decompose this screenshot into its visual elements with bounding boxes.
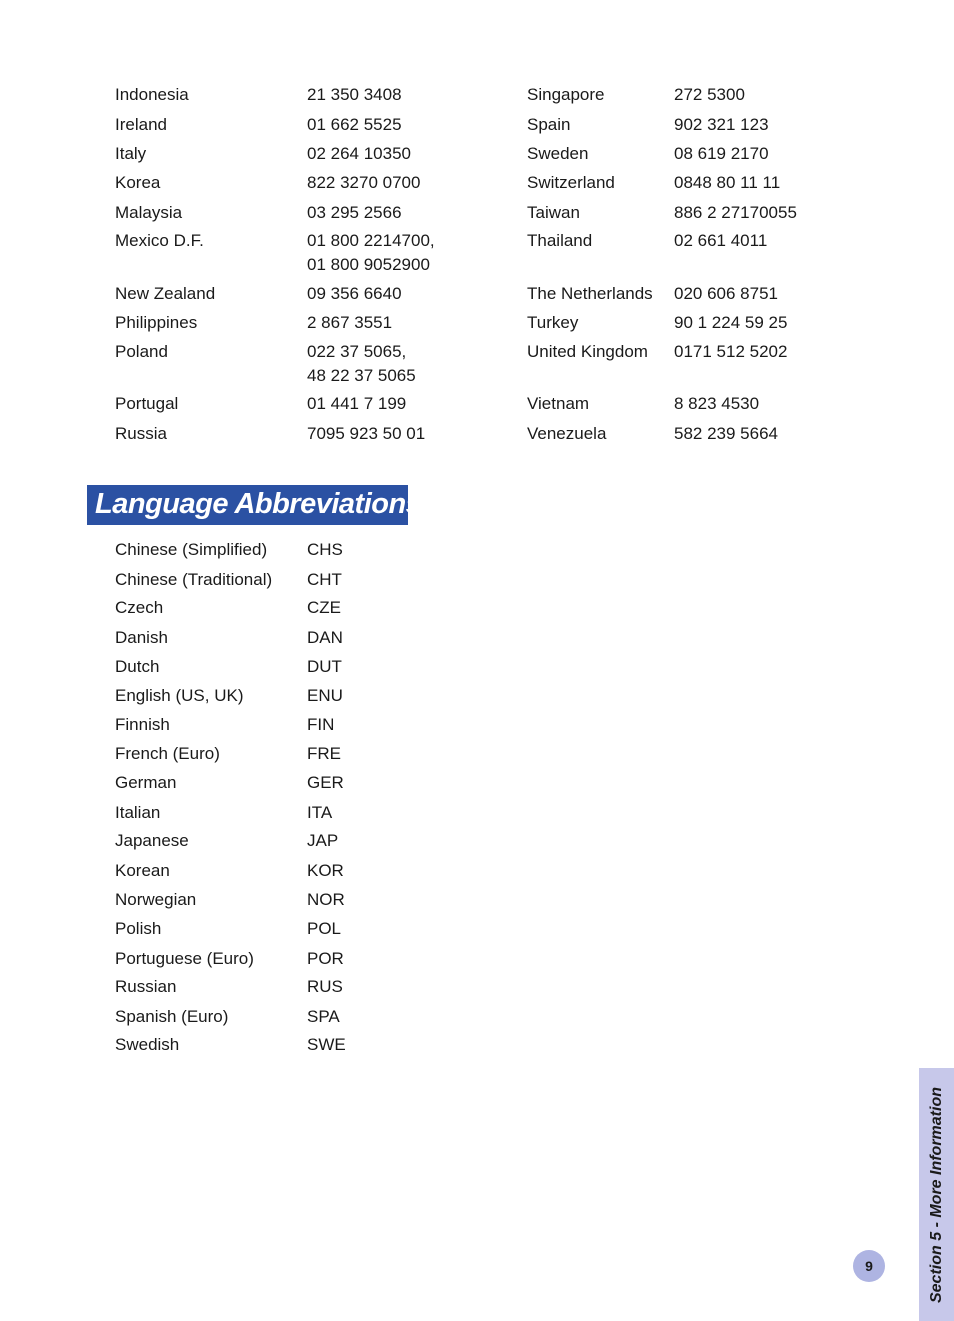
language-code: SPA <box>307 1007 340 1026</box>
language-name: Danish <box>115 628 168 647</box>
phone-number: 8 823 4530 <box>674 394 760 413</box>
phone-number: 02 661 4011 <box>674 231 768 250</box>
country-name: Italy <box>115 144 147 163</box>
phone-number <box>307 229 435 277</box>
phone-number: 886 2 27170055 <box>674 203 797 222</box>
phone-number: 272 5300 <box>674 85 745 104</box>
phone-number: 2 867 3551 <box>307 313 393 332</box>
language-name: Czech <box>115 598 164 617</box>
phone-number: 08 619 2170 <box>674 144 769 163</box>
phone-line-1: 01 800 2214700, <box>307 231 435 250</box>
language-code: GER <box>307 773 344 792</box>
phone-number: 902 321 123 <box>674 115 769 134</box>
phone-number: 7095 923 50 01 <box>307 424 426 443</box>
phone-number: 822 3270 0700 <box>307 173 421 192</box>
phone-line-2: 48 22 37 5065 <box>307 366 416 385</box>
country-name: Switzerland <box>527 173 615 192</box>
country-name: Turkey <box>527 313 579 332</box>
language-code: CHS <box>307 540 343 559</box>
country-name: United Kingdom <box>527 342 648 361</box>
language-code: FIN <box>307 715 335 734</box>
country-name: Russia <box>115 424 167 443</box>
language-name: Polish <box>115 919 162 938</box>
phone-number <box>307 340 416 388</box>
section-side-tab <box>919 1068 954 1321</box>
language-code: JAP <box>307 831 339 850</box>
country-name: Malaysia <box>115 203 183 222</box>
language-code: SWE <box>307 1035 346 1054</box>
section-heading: Language Abbreviations <box>95 488 422 520</box>
phone-number: 0848 80 11 11 <box>674 173 781 192</box>
country-name: Portugal <box>115 394 179 413</box>
language-code: ITA <box>307 803 333 822</box>
country-name: Philippines <box>115 313 198 332</box>
phone-line-2: 01 800 9052900 <box>307 255 430 274</box>
phone-number: 01 441 7 199 <box>307 394 407 413</box>
language-code: POR <box>307 949 344 968</box>
phone-line-1: 022 37 5065, <box>307 342 407 361</box>
phone-number: 09 356 6640 <box>307 284 402 303</box>
country-name: The Netherlands <box>527 284 653 303</box>
language-name: English (US, UK) <box>115 686 244 705</box>
language-code: RUS <box>307 977 343 996</box>
language-name: Italian <box>115 803 161 822</box>
country-name: Korea <box>115 173 161 192</box>
language-name: Norwegian <box>115 890 197 909</box>
language-name: Japanese <box>115 831 189 850</box>
country-name: Indonesia <box>115 85 189 104</box>
language-name: Portuguese (Euro) <box>115 949 254 968</box>
section-label: Section 5 - More Information <box>927 1086 945 1303</box>
country-name: Venezuela <box>527 424 607 443</box>
phone-number: 02 264 10350 <box>307 144 411 163</box>
country-name: Thailand <box>527 231 593 250</box>
phone-number: 0171 512 5202 <box>674 342 788 361</box>
language-code: CZE <box>307 598 341 617</box>
country-name: Spain <box>527 115 571 134</box>
language-code: DUT <box>307 657 342 676</box>
language-name: German <box>115 773 177 792</box>
language-code: DAN <box>307 628 343 647</box>
country-name: Ireland <box>115 115 167 134</box>
language-code: KOR <box>307 861 344 880</box>
language-name: Russian <box>115 977 177 996</box>
phone-number: 582 239 5664 <box>674 424 778 443</box>
language-code: ENU <box>307 686 343 705</box>
language-code: FRE <box>307 744 341 763</box>
country-name: Mexico D.F. <box>115 231 204 250</box>
language-code: NOR <box>307 890 345 909</box>
language-name: Chinese (Simplified) <box>115 540 268 559</box>
country-name: Singapore <box>527 85 605 104</box>
phone-number: 020 606 8751 <box>674 284 778 303</box>
section-heading-bar <box>87 485 422 525</box>
country-name: Vietnam <box>527 394 590 413</box>
language-name: Dutch <box>115 657 160 676</box>
page-number: 9 <box>853 1250 885 1282</box>
phone-number: 01 662 5525 <box>307 115 402 134</box>
phone-number: 90 1 224 59 25 <box>674 313 788 332</box>
country-name: New Zealand <box>115 284 216 303</box>
language-name: Spanish (Euro) <box>115 1007 229 1026</box>
language-name: Finnish <box>115 715 170 734</box>
language-name: Chinese (Traditional) <box>115 570 273 589</box>
language-code: POL <box>307 919 342 938</box>
country-name: Taiwan <box>527 203 580 222</box>
language-name: Korean <box>115 861 170 880</box>
phone-number: 21 350 3408 <box>307 85 402 104</box>
country-name: Sweden <box>527 144 589 163</box>
language-name: Swedish <box>115 1035 180 1054</box>
language-code: CHT <box>307 570 342 589</box>
language-name: French (Euro) <box>115 744 220 763</box>
phone-number: 03 295 2566 <box>307 203 402 222</box>
country-name: Poland <box>115 342 168 361</box>
